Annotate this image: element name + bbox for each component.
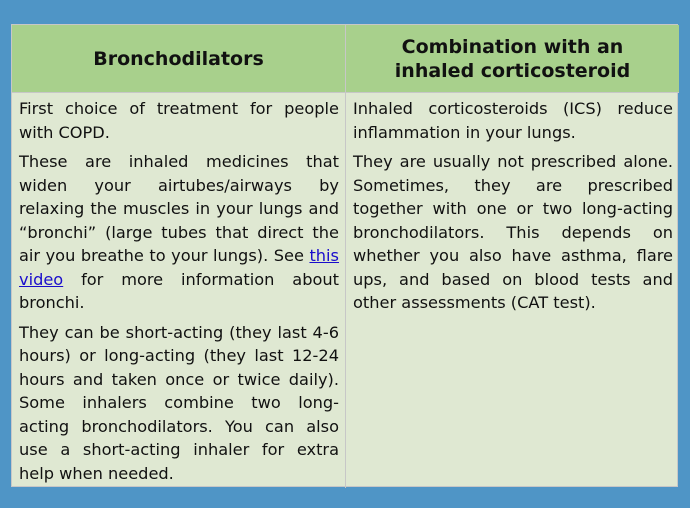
bronchodilators-description [19, 150, 339, 315]
header-left-label: Bronchodilators [93, 47, 264, 70]
bronchodilators-duration: They can be short-acting (they last 4-6 hours) or long-acting (they last 12-24 hours and taken once or twice daily). Some inhalers combine two long-acting bronchodilators. You can also use a short-acting inhaler for extra help when needed. [19, 322, 339, 483]
ics-prescription-note: They are usually not prescribed alone. Sometimes, they are prescribed together with one or two long-acting bronchodilators. This depends on whether you also have asthma, flare ups, and based on blood tests and other assessments (CAT test). [353, 152, 673, 312]
bronchodilators-description-text: These are inhaled medicines that widen your airtubes/airways by relaxing the muscles in your lungs and “bronchi” (large tubes that direct the air you breathe to your lungs). See [19, 152, 339, 265]
header-bronchodilators [12, 25, 346, 93]
bronchodilators-description-end: for more information about bronchi. [19, 269, 339, 312]
header-right-label: Combination with an inhaled corticosteroid [394, 35, 631, 82]
bronchodilators-cell [12, 93, 346, 488]
header-combination-ics [346, 25, 679, 93]
ics-description: Inhaled corticosteroids (ICS) reduce inflammation in your lungs. [353, 99, 673, 142]
bronchodilators-first-choice: First choice of treatment for people with COPD. [19, 99, 339, 142]
comparison-table [11, 24, 678, 487]
combination-cell [346, 93, 679, 488]
this-video-link[interactable]: this video [19, 246, 339, 289]
